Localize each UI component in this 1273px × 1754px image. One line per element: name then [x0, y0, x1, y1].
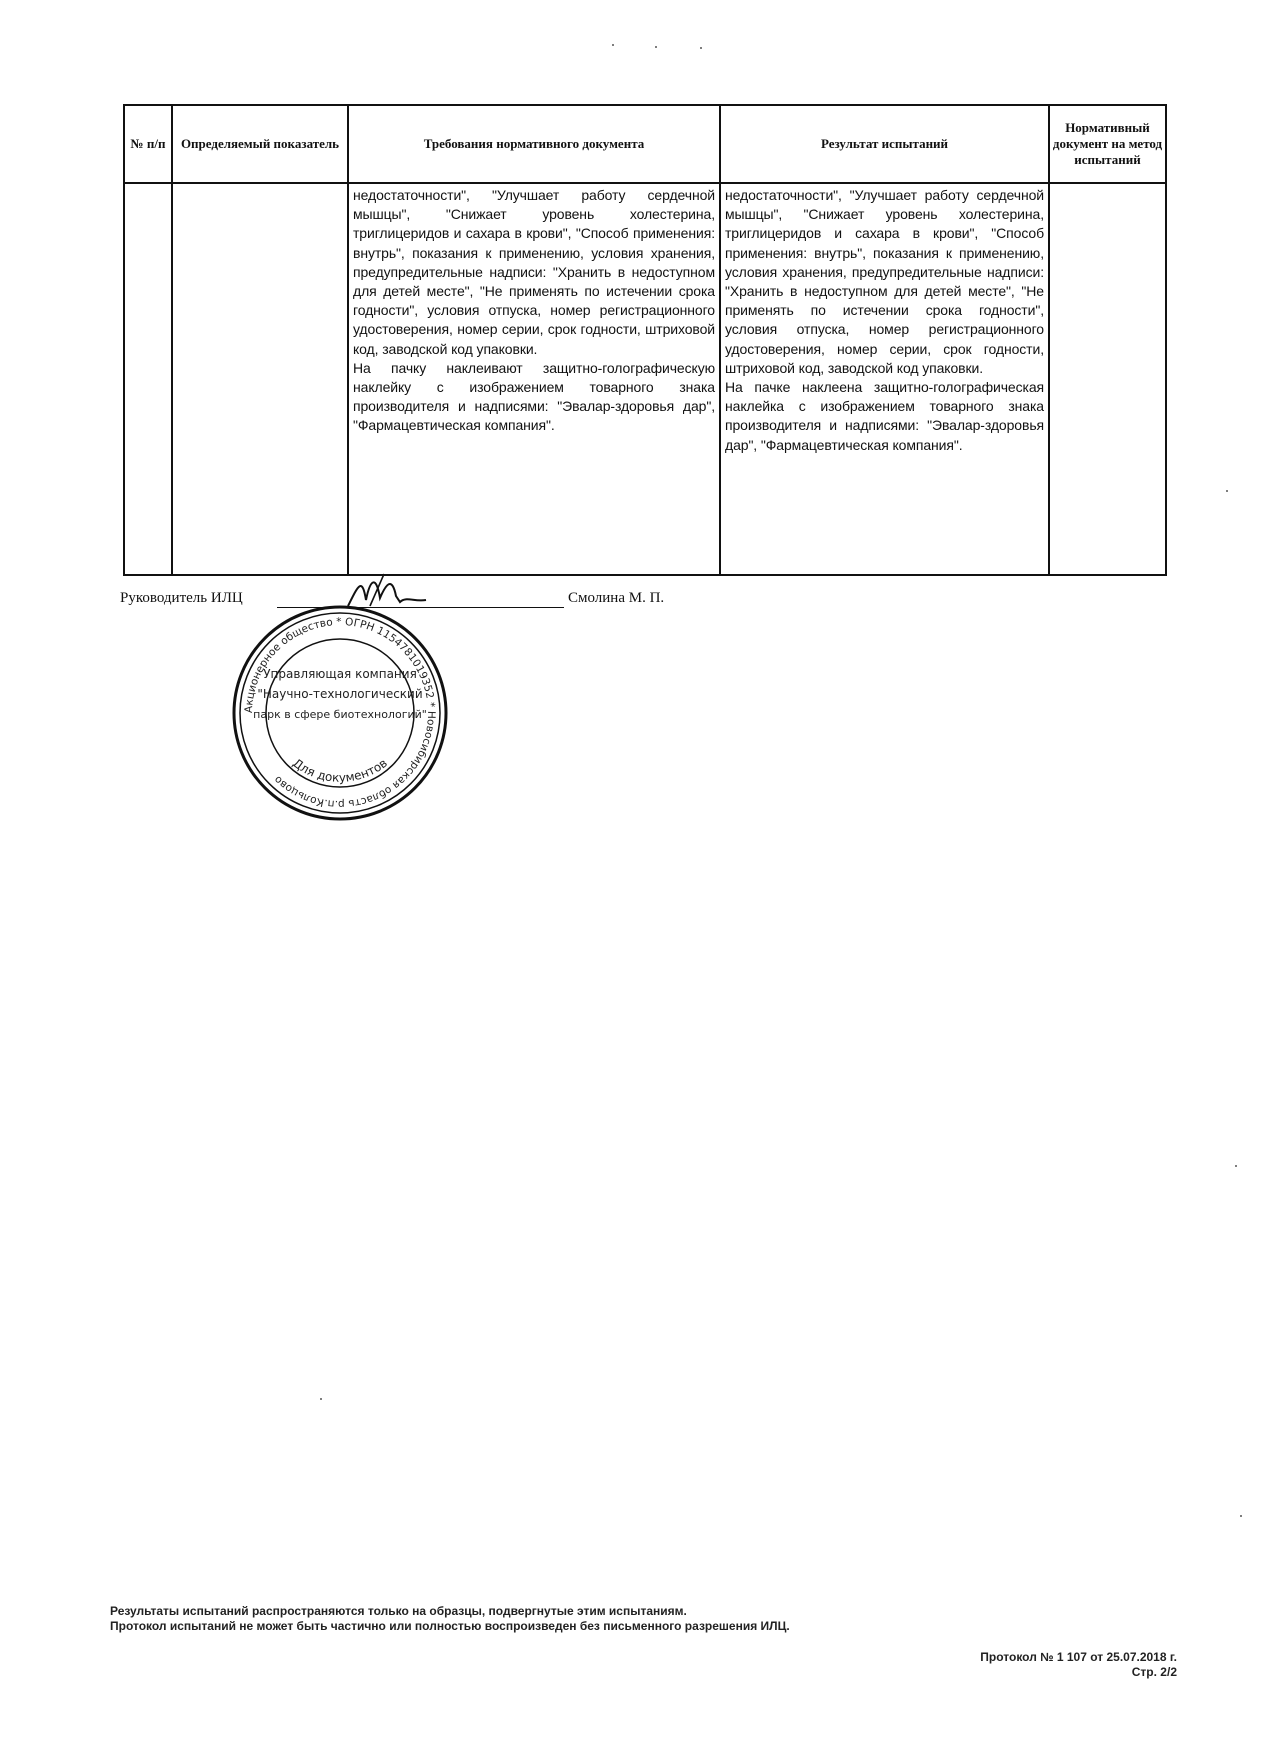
requirements-paragraph: На пачку наклеивают защитно-голографическую наклейку с изображением товарного знака производителя и надписями: "Эвалар-здоровья дар", "Фармацевтическая компания".	[353, 359, 715, 434]
disclaimer-line: Протокол испытаний не может быть частично или полностью воспроизведен без письменного разрешения ИЛЦ.	[110, 1619, 790, 1633]
protocol-number: Протокол № 1 107 от 25.07.2018 г.	[980, 1650, 1177, 1664]
scan-artifact	[1240, 1515, 1242, 1517]
seal-center-line: парк в сфере биотехнологий"	[253, 708, 427, 721]
requirements-paragraph: недостаточности", "Улучшает работу сердечной мышцы", "Снижает уровень холестерина, триглицеридов и сахара в крови", "Способ применения: внутрь", показания к применению, условия хранения, предупредительные надписи: "Хранить в недоступном для детей месте", "Не применять по истечении срока годности", условия отпуска, номер регистрационного удостоверения, номер серии, срок годности, штриховой код, заводской код упаковки.	[353, 187, 715, 357]
header-results: Результат испытаний	[720, 105, 1049, 183]
cell-indicator	[172, 183, 348, 575]
disclaimer	[110, 1604, 1010, 1634]
seal-center-line: "Научно-технологический	[257, 687, 423, 701]
table-header-row	[124, 105, 1166, 183]
cell-number	[124, 183, 172, 575]
scan-artifact	[1235, 1165, 1237, 1167]
cell-requirements	[348, 183, 720, 575]
results-table	[123, 104, 1167, 576]
header-method-document: Нормативный документ на метод испытаний	[1049, 105, 1166, 183]
scan-artifact	[1226, 490, 1228, 492]
protocol-reference	[980, 1650, 1177, 1680]
scan-artifact	[655, 46, 657, 48]
signatory-name: Смолина М. П.	[568, 590, 665, 606]
signature-label: Руководитель ИЛЦ	[120, 590, 243, 606]
table-row	[124, 183, 1166, 575]
cell-method-document	[1049, 183, 1166, 575]
result-paragraph: недостаточности", "Улучшает работу сердечной мышцы", "Снижает уровень холестерина, триглицеридов и сахара в крови", "Способ применения: внутрь", показания к применению, условия хранения, предупредительные надписи: "Хранить в недоступном для детей месте", "Не применять по истечении срока годности", условия отпуска, номер регистрационного удостоверения, номер серии, срок годности, штриховой код, заводской код упаковки.	[725, 187, 1044, 376]
scan-artifact	[612, 44, 614, 46]
disclaimer-line: Результаты испытаний распространяются только на образцы, подвергнутые этим испытаниям.	[110, 1604, 687, 1618]
header-indicator: Определяемый показатель	[172, 105, 348, 183]
organization-seal	[225, 598, 455, 828]
cell-result	[720, 183, 1049, 575]
scan-artifact	[320, 1398, 322, 1400]
seal-bottom-text: Для документов	[290, 755, 390, 785]
header-number: № п/п	[124, 105, 172, 183]
seal-center-line: Управляющая компания	[263, 667, 417, 681]
header-requirements: Требования нормативного документа	[348, 105, 720, 183]
seal-outer-ring-text: Акционерное общество * ОГРН 1154781019352 * Новосибирская область р.п.Кольцово	[242, 615, 438, 811]
result-paragraph: На пачке наклеена защитно-голографическая наклейка с изображением товарного знака производителя и надписями: "Эвалар-здоровья дар", "Фармацевтическая компания".	[725, 379, 1044, 453]
page-number: Стр. 2/2	[1131, 1665, 1177, 1679]
scan-artifact	[700, 47, 702, 49]
